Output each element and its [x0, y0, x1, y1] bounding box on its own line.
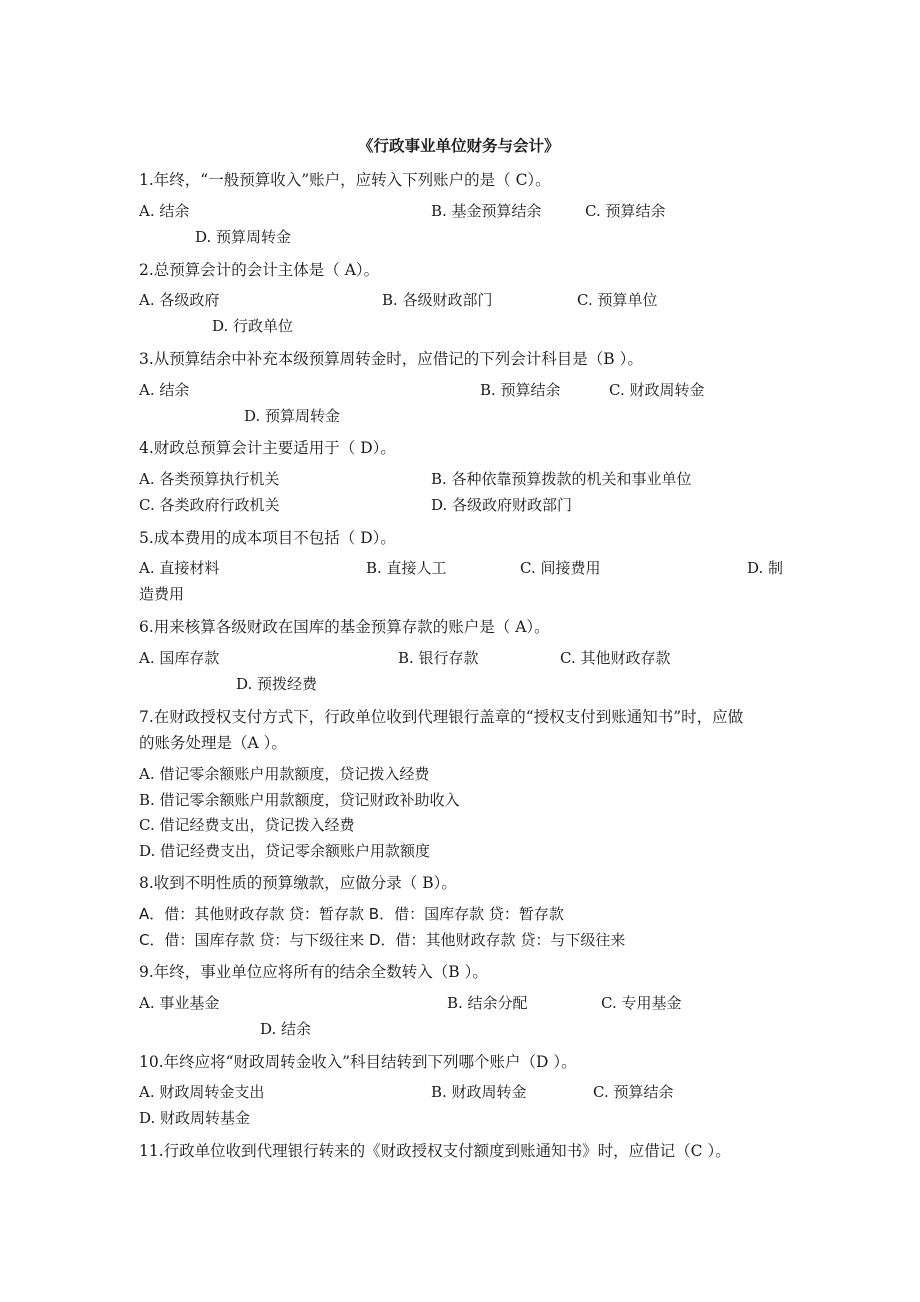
question-stem: 7.在财政授权支付方式下，行政单位收到代理银行盖章的“授权支付到账通知书”时，应做 [139, 708, 744, 726]
question-stem: 10.年终应将“财政周转金收入”科目结转到下列哪个账户（D ）。 [139, 1053, 577, 1071]
option-a: A. 国库存款 [139, 649, 220, 667]
option-a: A. 结余 [139, 202, 190, 220]
option-b: B. 基金预算结余 [431, 202, 542, 220]
option-a: A. 各类预算执行机关 [139, 470, 280, 488]
option-c: C. 间接费用 [520, 559, 601, 577]
question-stem-continued: 的账务处理是（A ）。 [139, 734, 287, 752]
option-c: C. 预算单位 [577, 291, 658, 309]
question-stem: 2.总预算会计的会计主体是（ A）。 [139, 261, 380, 279]
option-c: C. 其他财政存款 [560, 649, 671, 667]
option-b: B. 各级财政部门 [382, 291, 493, 309]
options-ab: A．借：其他财政存款 贷：暂存款 B．借：国库存款 贷：暂存款 [139, 905, 564, 923]
question-stem: 9.年终，事业单位应将所有的结余全数转入（B ）。 [139, 963, 488, 981]
option-b: B. 直接人工 [366, 559, 447, 577]
option-c: C. 各类政府行政机关 [139, 496, 280, 514]
options-cd: C．借：国库存款 贷：与下级往来 D．借：其他财政存款 贷：与下级往来 [139, 931, 626, 949]
option-d: D. 借记经费支出，贷记零余额账户用款额度 [139, 842, 431, 860]
option-c: C. 专用基金 [601, 994, 682, 1012]
option-b: B. 各种依靠预算拨款的机关和事业单位 [431, 470, 692, 488]
option-c: C. 借记经费支出，贷记拨入经费 [139, 816, 355, 834]
option-d-continued: 造费用 [139, 585, 185, 603]
option-a: A. 借记零余额账户用款额度，贷记拨入经费 [139, 765, 430, 783]
option-b: B. 结余分配 [447, 994, 528, 1012]
option-d: D. 制 [747, 559, 784, 577]
option-c: C. 财政周转金 [609, 381, 705, 399]
question-stem: 4.财政总预算会计主要适用于（ D）。 [139, 439, 396, 457]
question-stem: 5.成本费用的成本项目不包括（ D）。 [139, 529, 396, 547]
option-d: D. 预算周转金 [244, 407, 341, 425]
option-b: B. 预算结余 [480, 381, 561, 399]
option-b: B. 财政周转金 [431, 1083, 527, 1101]
option-c: C. 预算结余 [593, 1083, 674, 1101]
option-b: B. 银行存款 [398, 649, 479, 667]
option-b: B. 借记零余额账户用款额度，贷记财政补助收入 [139, 791, 460, 809]
option-a: A. 财政周转金支出 [139, 1083, 265, 1101]
option-d: D. 结余 [260, 1020, 312, 1038]
option-d: D. 财政周转基金 [139, 1109, 251, 1127]
question-stem: 11.行政单位收到代理银行转来的《财政授权支付额度到账通知书》时，应借记（C ）。 [139, 1142, 731, 1160]
option-a: A. 事业基金 [139, 994, 220, 1012]
document-title: 《行政事业单位财务与会计》 [358, 136, 560, 155]
option-a: A. 结余 [139, 381, 190, 399]
option-d: D. 预算周转金 [195, 228, 292, 246]
question-stem: 1.年终，“一般预算收入”账户，应转入下列账户的是（ C）。 [139, 171, 551, 189]
option-d: D. 行政单位 [212, 317, 294, 335]
option-c: C. 预算结余 [585, 202, 666, 220]
option-d: D. 预拨经费 [236, 675, 318, 693]
option-a: A. 各级政府 [139, 291, 220, 309]
option-d: D. 各级政府财政部门 [431, 496, 573, 514]
option-a: A. 直接材料 [139, 559, 220, 577]
question-stem: 6.用来核算各级财政在国库的基金预算存款的账户是（ A）。 [139, 618, 550, 636]
question-stem: 3.从预算结余中补充本级预算周转金时，应借记的下列会计科目是（B ）。 [139, 350, 643, 368]
question-stem: 8.收到不明性质的预算缴款，应做分录（ B）。 [139, 874, 457, 892]
